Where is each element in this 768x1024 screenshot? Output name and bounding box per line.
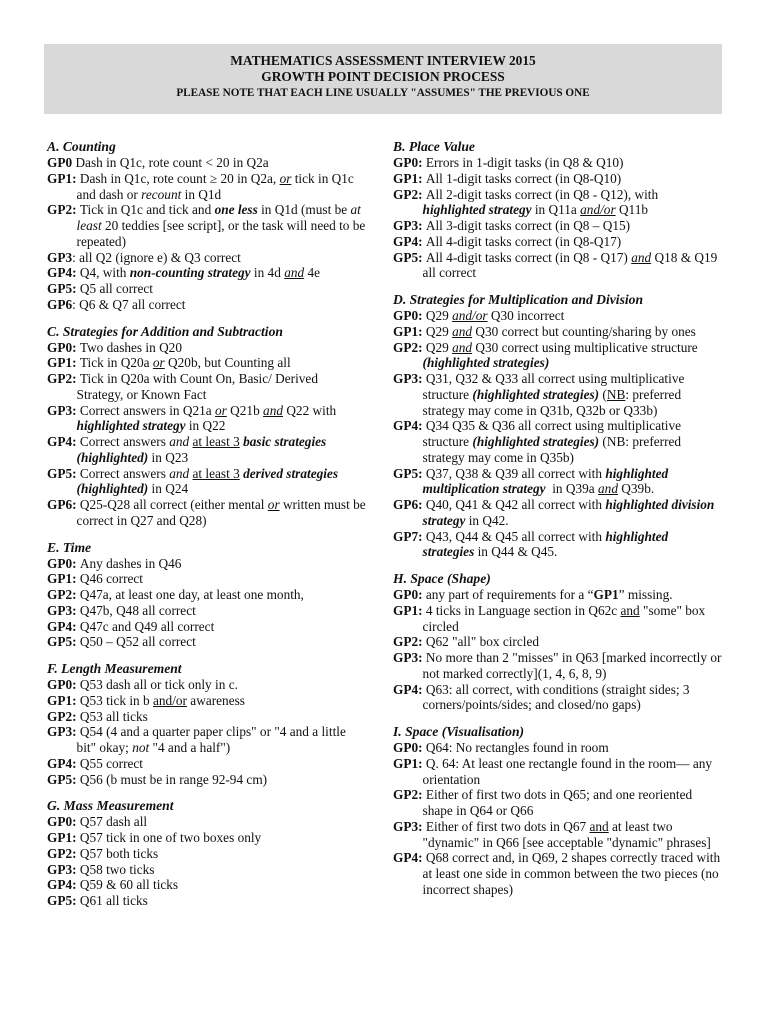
growth-point-code: GP5: (393, 249, 423, 265)
document-note: PLEASE NOTE THAT EACH LINE USUALLY "ASSUMES" THE PREVIOUS ONE (176, 87, 590, 99)
growth-point-criteria: Q63: all correct, with conditions (straight sides; 3 corners/points/sides; and closed/no gaps) (422, 681, 690, 713)
growth-point-row (47, 814, 367, 830)
growth-point-row (393, 819, 723, 851)
growth-point-code: GP5: (47, 893, 77, 908)
growth-point-code: GP5: (47, 281, 77, 296)
growth-point-row (393, 497, 723, 529)
growth-point-code: GP4: (47, 618, 77, 634)
growth-point-criteria: All 3-digit tasks correct (in Q8 – Q15) (422, 218, 631, 233)
growth-point-criteria: Q56 (b must be in range 92-94 cm) (76, 771, 268, 787)
growth-point-code: GP2: (47, 845, 77, 861)
section-add-sub (47, 323, 367, 529)
growth-point-row (47, 265, 367, 281)
growth-point-row (393, 218, 723, 234)
growth-point-code: GP4: (393, 681, 423, 697)
section-title: F. Length Measurement (47, 661, 182, 676)
growth-point-criteria: Q62 "all" box circled (422, 634, 540, 650)
growth-point-row (47, 281, 367, 297)
growth-point-row (47, 603, 367, 619)
growth-point-row (47, 756, 367, 772)
growth-point-code: GP1: (393, 323, 423, 339)
growth-point-row (47, 619, 367, 635)
right-column (393, 138, 723, 908)
growth-point-code: GP3: (393, 650, 423, 665)
growth-point-code: GP1: (393, 755, 423, 771)
growth-point-row (47, 403, 367, 435)
growth-point-code: GP3 (47, 249, 73, 265)
growth-point-row (47, 466, 367, 498)
growth-point-criteria: Correct answers and at least 3 basic strategies (highlighted) in Q23 (76, 434, 327, 465)
section-title: D. Strategies for Multiplication and Division (393, 292, 644, 307)
growth-point-code: GP0 (47, 155, 73, 170)
growth-point-row (393, 171, 723, 187)
growth-point-row (47, 297, 367, 313)
section-mult-div (393, 291, 723, 560)
growth-point-code: GP3: (47, 861, 77, 877)
growth-point-row (393, 371, 723, 418)
growth-point-code: GP0: (47, 555, 77, 571)
growth-point-criteria: 4 ticks in Language section in Q62c and "some" box circled (422, 602, 706, 634)
growth-point-row (393, 308, 723, 324)
growth-point-code: GP1: (47, 355, 77, 371)
growth-point-criteria: Tick in Q1c and tick and one less in Q1d (must be at least 20 teddies [see script], or the task will need to be repeated) (76, 202, 366, 249)
growth-point-row (393, 250, 723, 282)
section-title: E. Time (47, 539, 92, 555)
growth-point-criteria: Q55 correct (76, 755, 143, 771)
growth-point-code: GP0: (393, 587, 423, 602)
growth-point-code: GP6: (47, 497, 77, 512)
growth-point-criteria: Q57 both ticks (76, 845, 159, 861)
growth-point-row (47, 434, 367, 466)
growth-point-code: GP0: (47, 677, 77, 692)
growth-point-criteria: All 1-digit tasks correct (in Q8-Q10) (422, 170, 622, 186)
growth-point-criteria: No more than 2 "misses" in Q63 [marked incorrectly or not marked correctly](1, 4, 6, 8, 9) (422, 650, 722, 681)
growth-point-code: GP3: (47, 402, 77, 418)
growth-point-code: GP1: (47, 692, 77, 708)
growth-point-criteria: All 2-digit tasks correct (in Q8 - Q12), with highlighted strategy in Q11a and/or Q11b (422, 186, 659, 218)
growth-point-code: GP4: (47, 755, 77, 771)
growth-point-criteria: Any dashes in Q46 (76, 555, 182, 571)
growth-point-code: GP3: (393, 218, 423, 233)
growth-point-row (47, 693, 367, 709)
growth-point-criteria: : Q6 & Q7 all correct (72, 296, 186, 312)
growth-point-row (47, 677, 367, 693)
growth-point-code: GP2: (47, 708, 77, 724)
growth-point-code: GP0: (393, 155, 423, 170)
growth-point-criteria: Q4, with non-counting strategy in 4d and 4e (76, 265, 321, 281)
growth-point-row (393, 756, 723, 788)
growth-point-criteria: Two dashes in Q20 (76, 339, 182, 355)
growth-point-criteria: Correct answers in Q21a or Q21b and Q22 with highlighted strategy in Q22 (76, 402, 337, 434)
growth-point-criteria: Q64: No rectangles found in room (422, 740, 609, 755)
growth-point-criteria: Q40, Q41 & Q42 all correct with highlighted division strategy in Q42. (422, 497, 715, 528)
section-title: H. Space (Shape) (393, 571, 491, 586)
growth-point-criteria: Q53 tick in b and/or awareness (76, 692, 245, 708)
growth-point-row (393, 850, 723, 897)
growth-point-code: GP3: (393, 818, 423, 834)
growth-point-row (393, 587, 723, 603)
growth-point-code: GP2: (47, 587, 77, 602)
growth-point-code: GP6: (393, 497, 423, 512)
growth-point-criteria: Q53 all ticks (76, 708, 148, 724)
growth-point-row (393, 340, 723, 372)
growth-point-criteria: Q25-Q28 all correct (either mental or written must be correct in Q27 and Q28) (76, 497, 366, 528)
growth-point-row (47, 724, 367, 756)
growth-point-row (47, 877, 367, 893)
growth-point-criteria: Tick in Q20a or Q20b, but Counting all (76, 355, 291, 371)
growth-point-code: GP5: (47, 771, 77, 787)
growth-point-row (47, 709, 367, 725)
growth-point-criteria: All 4-digit tasks correct (in Q8 - Q17) and Q18 & Q19 all correct (422, 249, 718, 281)
growth-point-row (47, 250, 367, 266)
growth-point-code: GP1: (47, 571, 77, 587)
growth-point-row (393, 682, 723, 714)
growth-point-criteria: Q59 & 60 all ticks (76, 877, 179, 893)
growth-point-code: GP2: (393, 339, 423, 355)
growth-point-criteria: Q58 two ticks (76, 861, 155, 877)
growth-point-code: GP0: (393, 740, 423, 755)
growth-point-row (393, 740, 723, 756)
growth-point-criteria: Q47b, Q48 all correct (76, 602, 196, 618)
growth-point-row (47, 355, 367, 371)
growth-point-code: GP1: (393, 170, 423, 186)
growth-point-row (47, 171, 367, 203)
growth-point-row (47, 371, 367, 403)
growth-point-row (393, 466, 723, 498)
growth-point-criteria: Q43, Q44 & Q45 all correct with highlighted strategies in Q44 & Q45. (422, 528, 669, 560)
growth-point-criteria: Dash in Q1c, rote count < 20 in Q2a (72, 155, 269, 170)
growth-point-criteria: Q57 dash all (76, 814, 148, 830)
growth-point-code: GP3: (47, 724, 77, 740)
growth-point-code: GP2: (47, 202, 77, 218)
section-title: B. Place Value (393, 139, 475, 154)
growth-point-code: GP1: (47, 830, 77, 845)
growth-point-code: GP2: (47, 371, 77, 386)
growth-point-criteria: Either of first two dots in Q65; and one reoriented shape in Q64 or Q66 (422, 787, 693, 818)
section-title: C. Strategies for Addition and Subtraction (47, 323, 283, 339)
growth-point-criteria: Dash in Q1c, rote count ≥ 20 in Q2a, or tick in Q1c and dash or recount in Q1d (76, 170, 354, 202)
growth-point-code: GP5: (393, 465, 423, 481)
growth-point-code: GP4: (47, 265, 77, 281)
growth-point-row (393, 418, 723, 465)
document-subtitle: GROWTH POINT DECISION PROCESS (261, 69, 505, 84)
growth-point-code: GP3: (47, 602, 77, 618)
growth-point-criteria: Q. 64: At least one rectangle found in the room— any orientation (422, 755, 713, 787)
document-header (44, 44, 722, 114)
growth-point-criteria: Tick in Q20a with Count On, Basic/ Derived Strategy, or Known Fact (76, 371, 318, 402)
growth-point-row (47, 497, 367, 529)
section-mass (47, 797, 367, 909)
section-time (47, 539, 367, 651)
growth-point-row (393, 787, 723, 819)
growth-point-code: GP5: (47, 634, 77, 650)
growth-point-row (47, 830, 367, 846)
growth-point-code: GP1: (47, 170, 77, 186)
growth-point-criteria: Q68 correct and, in Q69, 2 shapes correctly traced with at least one side in common between the two pieces (no incorrect shapes) (422, 850, 721, 897)
growth-point-code: GP6 (47, 296, 73, 312)
growth-point-code: GP3: (393, 371, 423, 386)
growth-point-row (393, 650, 723, 682)
growth-point-row (47, 862, 367, 878)
growth-point-criteria: Q50 – Q52 all correct (76, 634, 196, 650)
growth-point-criteria: Q53 dash all or tick only in c. (76, 677, 238, 692)
growth-point-criteria: Q34 Q35 & Q36 all correct using multiplicative structure (highlighted strategies) (NB: preferred strategy may come in Q35b) (422, 418, 682, 465)
growth-point-row (47, 155, 367, 171)
growth-point-code: GP0: (47, 339, 77, 355)
growth-point-code: GP4: (393, 418, 423, 434)
growth-point-criteria: Q29 and Q30 correct but counting/sharing by ones (422, 323, 696, 339)
growth-point-row (393, 324, 723, 340)
growth-point-code: GP2: (393, 634, 423, 650)
section-title: I. Space (Visualisation) (393, 724, 525, 739)
growth-point-code: GP7: (393, 528, 423, 544)
growth-point-criteria: Q29 and/or Q30 incorrect (422, 308, 565, 323)
growth-point-criteria: Errors in 1-digit tasks (in Q8 & Q10) (422, 155, 624, 170)
growth-point-row (393, 603, 723, 635)
growth-point-row (393, 234, 723, 250)
section-title: G. Mass Measurement (47, 798, 174, 814)
growth-point-row (47, 340, 367, 356)
growth-point-row (47, 772, 367, 788)
growth-point-criteria: Q61 all ticks (76, 893, 148, 908)
growth-point-code: GP2: (393, 186, 423, 202)
growth-point-row (47, 202, 367, 249)
growth-point-code: GP4: (393, 850, 423, 866)
growth-point-row (47, 634, 367, 650)
growth-point-criteria: All 4-digit tasks correct (in Q8-Q17) (422, 233, 622, 249)
growth-point-row (47, 556, 367, 572)
growth-point-criteria: Q54 (4 and a quarter paper clips" or "4 and a little bit" okay; not "4 and a half") (76, 724, 346, 755)
growth-point-code: GP4: (393, 233, 423, 249)
section-counting (47, 138, 367, 313)
growth-point-code: GP2: (393, 787, 423, 803)
growth-point-row (393, 187, 723, 219)
growth-point-row (393, 634, 723, 650)
growth-point-criteria: Q5 all correct (76, 281, 153, 296)
growth-point-criteria: : all Q2 (ignore e) & Q3 correct (72, 249, 241, 265)
growth-point-row (393, 529, 723, 561)
growth-point-row (47, 846, 367, 862)
growth-point-code: GP4: (47, 877, 77, 893)
growth-point-criteria: Correct answers and at least 3 derived strategies (highlighted) in Q24 (76, 465, 339, 497)
document-title: MATHEMATICS ASSESSMENT INTERVIEW 2015 (230, 53, 536, 68)
growth-point-row (47, 587, 367, 603)
growth-point-row (393, 155, 723, 171)
growth-point-criteria: Q29 and Q30 correct using multiplicative structure (highlighted strategies) (422, 339, 698, 371)
growth-point-criteria: Q47c and Q49 all correct (76, 618, 215, 634)
section-title: A. Counting (47, 139, 116, 154)
growth-point-code: GP5: (47, 465, 77, 481)
growth-point-row (47, 571, 367, 587)
growth-point-criteria: Either of first two dots in Q67 and at least two "dynamic" in Q66 [see acceptable "dynamic" phrases] (422, 818, 711, 850)
growth-point-criteria: Q37, Q38 & Q39 all correct with highlighted multiplication strategy in Q39a and Q39b. (422, 465, 669, 497)
growth-point-criteria: Q47a, at least one day, at least one month, (76, 587, 304, 602)
growth-point-code: GP0: (393, 308, 423, 323)
section-place-value (393, 138, 723, 281)
growth-point-row (47, 893, 367, 909)
section-space-shape (393, 570, 723, 713)
growth-point-code: GP1: (393, 602, 423, 618)
growth-point-code: GP0: (47, 814, 77, 830)
growth-point-criteria: Q31, Q32 & Q33 all correct using multiplicative structure (highlighted strategies) (NB: preferred strategy may come in Q31b, Q32b or Q33b) (422, 371, 685, 418)
section-length (47, 660, 367, 787)
growth-point-criteria: Q57 tick in one of two boxes only (76, 830, 262, 845)
left-column (47, 138, 367, 919)
growth-point-code: GP4: (47, 434, 77, 449)
growth-point-criteria: any part of requirements for a “GP1” missing. (422, 587, 673, 602)
section-space-vis (393, 723, 723, 898)
growth-point-criteria: Q46 correct (76, 571, 143, 587)
